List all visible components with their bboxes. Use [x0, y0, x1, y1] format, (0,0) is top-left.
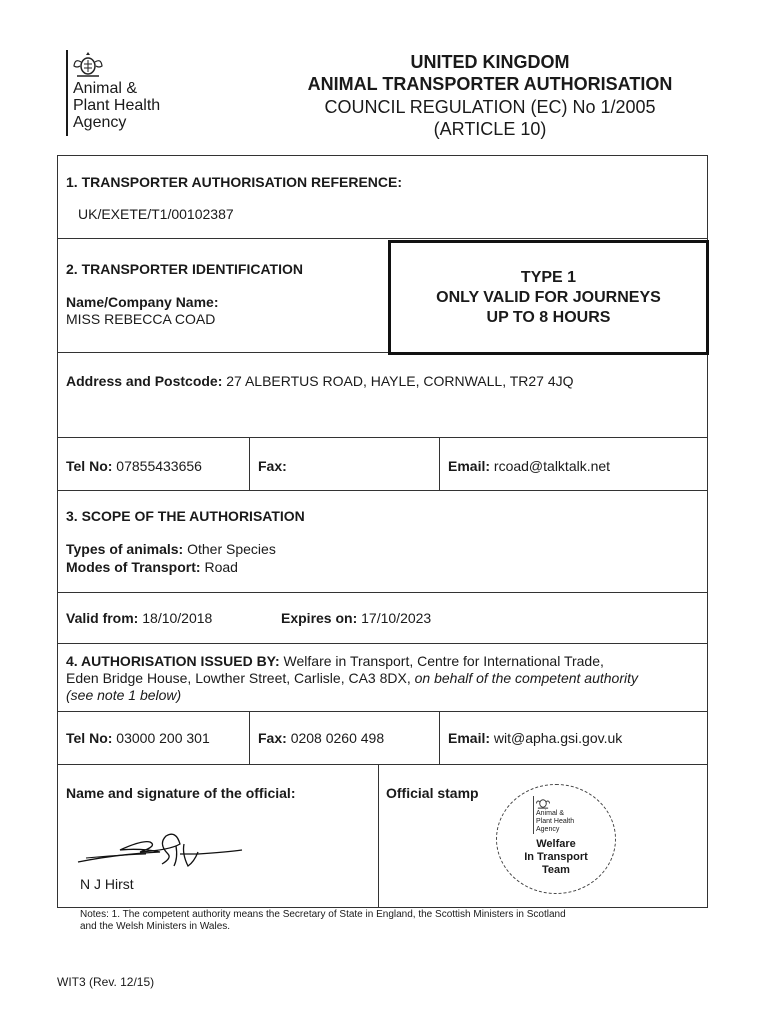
- divider: [57, 711, 708, 712]
- official-signature: [76, 822, 246, 872]
- section4-heading: 4. AUTHORISATION ISSUED BY:: [66, 653, 280, 669]
- expires-value: 17/10/2023: [361, 610, 432, 626]
- stamp-label: Official stamp: [386, 785, 479, 801]
- address-label: Address and Postcode:: [66, 373, 223, 389]
- valid-from-label: Valid from:: [66, 610, 139, 626]
- journey-type-box: [388, 240, 709, 355]
- tel-label: Tel No:: [66, 730, 113, 746]
- divider: [378, 764, 379, 908]
- fax-label: Fax:: [258, 730, 287, 746]
- animals-label: Types of animals:: [66, 541, 184, 557]
- fax-value: 0208 0260 498: [290, 730, 385, 746]
- authorisation-reference: UK/EXETE/T1/00102387: [78, 206, 234, 222]
- expires-row: [281, 610, 431, 627]
- email-label: Email:: [448, 730, 491, 746]
- signature-label: Name and signature of the official:: [66, 785, 296, 801]
- note-line: and the Welsh Ministers in Wales.: [80, 921, 231, 932]
- notes: [80, 909, 680, 933]
- issuer-block: [66, 653, 702, 704]
- name-label: Name/Company Name:: [66, 294, 219, 310]
- issuer-behalf: on behalf of the competent authority: [414, 670, 638, 686]
- section1-heading: 1. TRANSPORTER AUTHORISATION REFERENCE:: [66, 174, 403, 190]
- valid-from-value: 18/10/2018: [142, 610, 213, 626]
- type-box-line: ONLY VALID FOR JOURNEYS: [436, 289, 661, 306]
- stamp-team-line: Team: [542, 864, 570, 876]
- divider: [57, 643, 708, 644]
- modes-label: Modes of Transport:: [66, 559, 201, 575]
- official-name: N J Hirst: [80, 876, 134, 892]
- email-label: Email:: [448, 458, 491, 474]
- divider: [249, 711, 250, 764]
- stamp-team: [500, 838, 612, 877]
- divider: [57, 490, 708, 491]
- stamp-team-line: In Transport: [524, 851, 588, 863]
- animals-value: Other Species: [187, 541, 276, 557]
- modes-value: Road: [204, 559, 238, 575]
- fax-label: Fax:: [258, 458, 287, 474]
- note-line: Notes: 1. The competent authority means the Secretary of State in England, the Scottish Ministers in Scotland: [80, 909, 566, 920]
- issuer-line: [66, 687, 702, 704]
- issuer-note-ref: (see note 1 below): [66, 687, 182, 703]
- issuer-text: Welfare in Transport, Centre for International Trade,: [283, 653, 604, 669]
- stamp-logo-bar: [533, 796, 534, 834]
- divider: [439, 711, 440, 764]
- type-box-line: TYPE 1: [520, 269, 577, 286]
- agency-logo-line: Animal &: [73, 80, 138, 97]
- animals-row: [66, 541, 276, 558]
- title-article: (ARTICLE 10): [433, 119, 547, 139]
- stamp-logo-line: Animal &: [536, 810, 565, 817]
- expires-label: Expires on:: [281, 610, 358, 626]
- stamp-logo-line: Plant Health: [536, 818, 575, 825]
- agency-logo: [73, 80, 160, 131]
- tel-value: 03000 200 301: [116, 730, 210, 746]
- divider: [57, 437, 708, 438]
- agency-logo-line: Plant Health: [73, 97, 161, 114]
- stamp-team-line: Welfare: [536, 838, 576, 850]
- stamp-logo-line: Agency: [536, 826, 560, 833]
- divider: [439, 437, 440, 490]
- divider: [249, 437, 250, 490]
- transporter-email: [448, 458, 610, 475]
- type-box-line: UP TO 8 HOURS: [486, 309, 611, 326]
- divider: [57, 592, 708, 593]
- stamp-crest-icon: [535, 796, 551, 810]
- tel-value: 07855433656: [116, 458, 202, 474]
- address-value: 27 ALBERTUS ROAD, HAYLE, CORNWALL, TR27 4JQ: [226, 373, 574, 389]
- royal-crest-icon: [72, 50, 104, 80]
- issuer-address: Eden Bridge House, Lowther Street, Carlisle, CA3 8DX,: [66, 670, 411, 686]
- stamp-logo: [536, 810, 574, 834]
- divider: [57, 764, 708, 765]
- issuer-fax: [258, 730, 384, 747]
- title-country: UNITED KINGDOM: [410, 52, 570, 72]
- transporter-tel: [66, 458, 202, 475]
- address-row: [66, 373, 574, 390]
- transporter-fax: [258, 458, 287, 475]
- tel-label: Tel No:: [66, 458, 113, 474]
- section3-heading: 3. SCOPE OF THE AUTHORISATION: [66, 508, 305, 524]
- section2-heading: 2. TRANSPORTER IDENTIFICATION: [66, 261, 303, 277]
- modes-row: [66, 559, 238, 576]
- agency-logo-line: Agency: [73, 114, 127, 131]
- logo-bar: [66, 50, 68, 136]
- title-regulation: COUNCIL REGULATION (EC) No 1/2005: [324, 97, 656, 117]
- email-value: rcoad@talktalk.net: [493, 458, 611, 474]
- title-document: ANIMAL TRANSPORTER AUTHORISATION: [307, 74, 673, 94]
- email-value: wit@apha.gsi.gov.uk: [493, 730, 623, 746]
- divider: [57, 238, 708, 239]
- issuer-line: [66, 653, 702, 670]
- form-reference: WIT3 (Rev. 12/15): [57, 975, 155, 989]
- issuer-tel: [66, 730, 210, 747]
- issuer-line: [66, 670, 702, 687]
- name-value: MISS REBECCA COAD: [66, 311, 216, 327]
- valid-from-row: [66, 610, 212, 627]
- issuer-email: [448, 730, 622, 747]
